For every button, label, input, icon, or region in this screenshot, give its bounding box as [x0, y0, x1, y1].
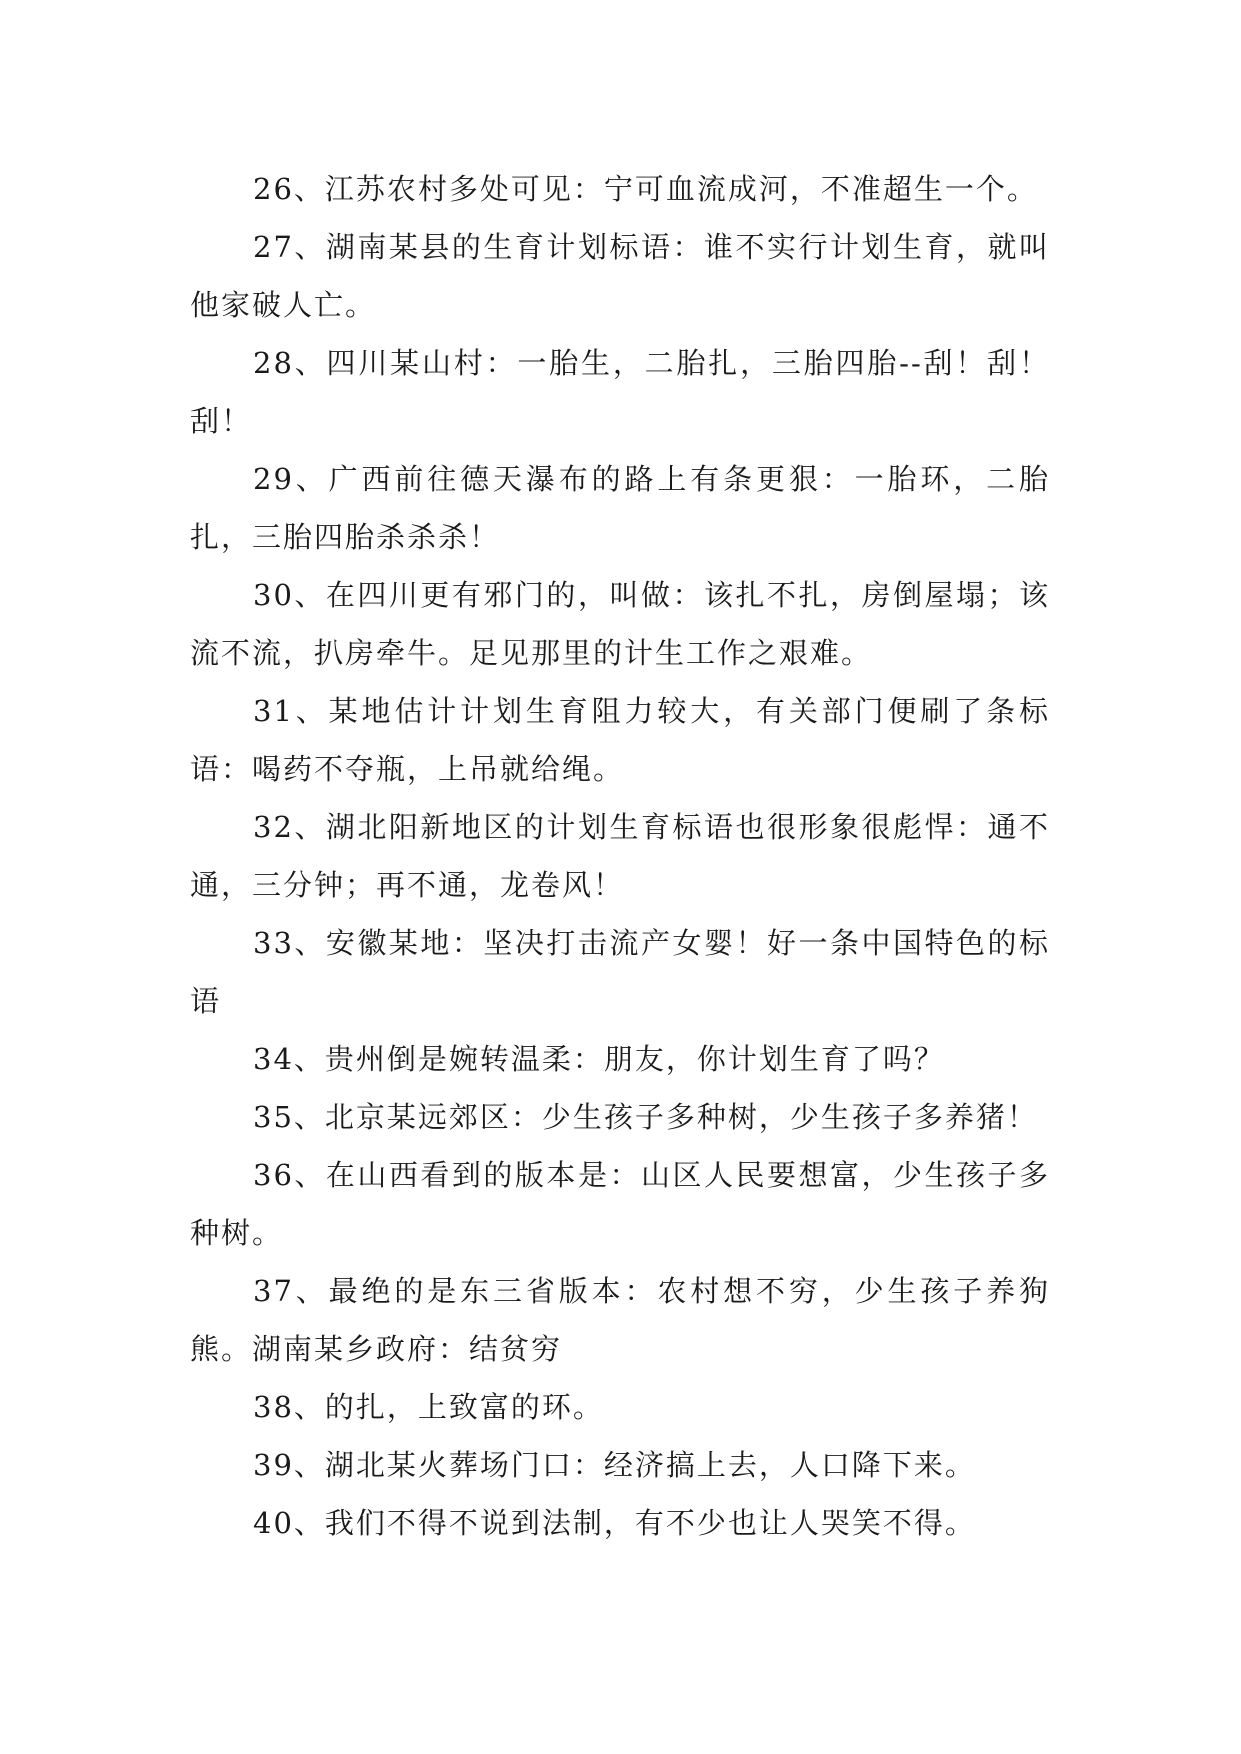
paragraph-26: 26、江苏农村多处可见：宁可血流成河，不准超生一个。: [253, 172, 1038, 206]
paragraph-29: 29、广西前往德天瀑布的路上有条更狠：一胎环，二胎扎，三胎四胎杀杀杀！: [190, 462, 1050, 554]
paragraph-31: 31、某地估计计划生育阻力较大，有关部门便刷了条标语：喝药不夺瓶，上吊就给绳。: [190, 694, 1050, 786]
paragraph-36: 36、在山西看到的版本是：山区人民要想富，少生孩子多种树。: [190, 1158, 1050, 1250]
paragraph-30: 30、在四川更有邪门的，叫做：该扎不扎，房倒屋塌；该流不流，扒房牵牛。足见那里的计生工作之艰难。: [190, 578, 1050, 670]
paragraph-28: 28、四川某山村：一胎生，二胎扎，三胎四胎--刮！刮！刮！: [190, 346, 1050, 438]
paragraph-35: 35、北京某远郊区：少生孩子多种树，少生孩子多养猪！: [253, 1100, 1038, 1134]
paragraph-40: 40、我们不得不说到法制，有不少也让人哭笑不得。: [253, 1506, 976, 1540]
paragraph-34: 34、贵州倒是婉转温柔：朋友，你计划生育了吗？: [253, 1042, 945, 1076]
paragraph-33: 33、安徽某地：坚决打击流产女婴！好一条中国特色的标语: [190, 926, 1050, 1018]
paragraph-32: 32、湖北阳新地区的计划生育标语也很形象很彪悍：通不通，三分钟；再不通，龙卷风！: [190, 810, 1050, 902]
paragraph-38: 38、的扎，上致富的环。: [253, 1390, 604, 1424]
paragraph-27: 27、湖南某县的生育计划标语：谁不实行计划生育，就叫他家破人亡。: [190, 230, 1050, 322]
paragraph-39: 39、湖北某火葬场门口：经济搞上去，人口降下来。: [253, 1448, 976, 1482]
paragraph-37: 37、最绝的是东三省版本：农村想不穷，少生孩子养狗熊。湖南某乡政府：结贫穷: [190, 1274, 1050, 1366]
document-page: [190, 160, 1050, 1552]
